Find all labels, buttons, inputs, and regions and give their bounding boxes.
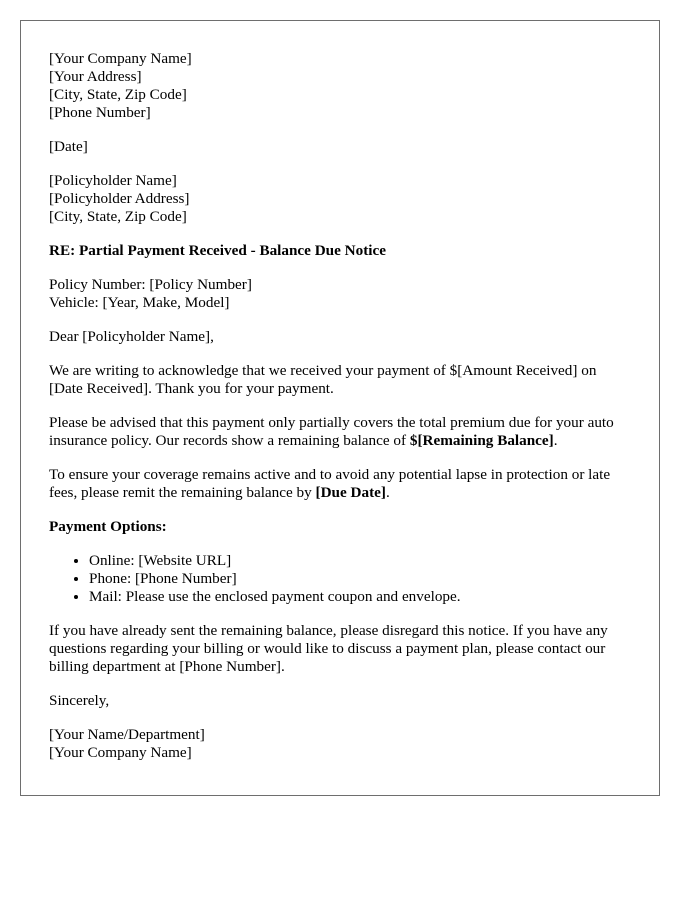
payment-option-mail: • Mail: Please use the enclosed payment coupon and envelope. bbox=[89, 588, 631, 606]
remaining-balance-text: Please be advised that this payment only partially covers the total premium due for your auto insurance policy. Our records show a remaining balance of bbox=[49, 414, 614, 449]
salutation: Dear [Policyholder Name], bbox=[49, 328, 214, 345]
signature-name: [Your Name/Department] bbox=[49, 726, 205, 743]
letter-date: [Date] bbox=[49, 138, 88, 155]
remaining-balance-end: . bbox=[553, 432, 558, 449]
due-date-text: To ensure your coverage remains active and to avoid any potential lapse in protection or late fees, please remit the remaining balance by bbox=[49, 466, 611, 501]
signature-block bbox=[49, 726, 631, 762]
vehicle-info: Vehicle: [Year, Make, Model] bbox=[49, 294, 230, 311]
policy-block bbox=[49, 276, 631, 312]
sender-block bbox=[49, 50, 631, 122]
recipient-name: [Policyholder Name] bbox=[49, 172, 177, 189]
subject-line: RE: Partial Payment Received - Balance Due Notice bbox=[49, 242, 386, 259]
signature-company: [Your Company Name] bbox=[49, 744, 192, 761]
due-date-end: . bbox=[385, 484, 390, 501]
paragraph-due-date bbox=[49, 466, 631, 502]
policy-number: Policy Number: [Policy Number] bbox=[49, 276, 252, 293]
due-date-value: [Due Date] bbox=[315, 484, 386, 501]
paragraph-payment-acknowledgment: We are writing to acknowledge that we received your payment of $[Amount Received] on [Date Received]. Thank you for your payment. bbox=[49, 362, 597, 397]
closing: Sincerely, bbox=[49, 692, 110, 709]
payment-options-heading: Payment Options: bbox=[49, 518, 167, 535]
payment-option-phone: • Phone: [Phone Number] bbox=[89, 570, 631, 588]
letter-page bbox=[20, 20, 660, 796]
sender-city-state-zip: [City, State, Zip Code] bbox=[49, 86, 187, 103]
payment-option-online: • Online: [Website URL] bbox=[89, 552, 631, 570]
paragraph-disregard-notice: If you have already sent the remaining balance, please disregard this notice. If you have any questions regarding your billing or would like to discuss a payment plan, please contact our billing department at [Phone Number]. bbox=[49, 622, 608, 675]
sender-address: [Your Address] bbox=[49, 68, 142, 85]
remaining-balance-amount: $[Remaining Balance] bbox=[409, 432, 554, 449]
sender-phone: [Phone Number] bbox=[49, 104, 151, 121]
recipient-address: [Policyholder Address] bbox=[49, 190, 190, 207]
sender-company: [Your Company Name] bbox=[49, 50, 192, 67]
date-block bbox=[49, 138, 631, 156]
paragraph-remaining-balance bbox=[49, 414, 631, 450]
recipient-city-state-zip: [City, State, Zip Code] bbox=[49, 208, 187, 225]
payment-options-list bbox=[49, 552, 631, 606]
recipient-block bbox=[49, 172, 631, 226]
